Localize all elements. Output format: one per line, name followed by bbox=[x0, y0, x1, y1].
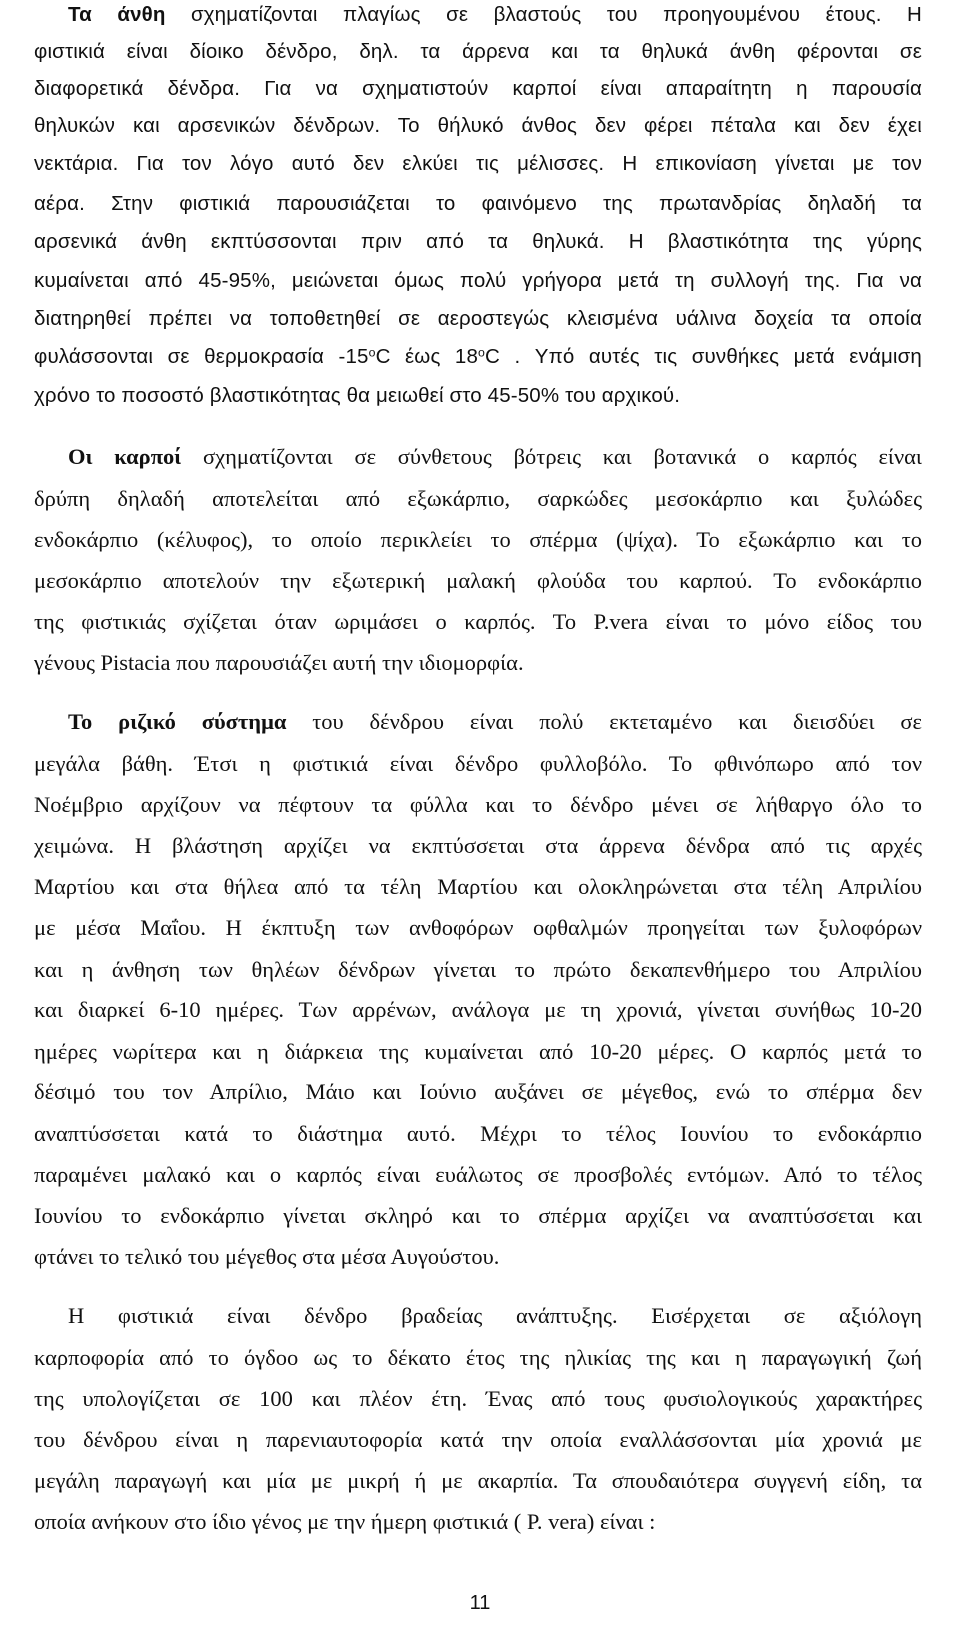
text-line: νεκτάρια. Για τον λόγο αυτό δεν ελκύει τις μέλισσες. Η επικονίαση γίνεται με τον bbox=[34, 152, 922, 175]
text-line: καρποφορία από το όγδοο ως το δέκατο έτος της ηλικίας της και η παραγωγική ζωή bbox=[34, 1345, 922, 1370]
text-line: του δένδρου είναι η παρενιαυτοφορία κατά την οποία εναλλάσσονται μία χρονιά με bbox=[34, 1427, 922, 1452]
text-line: μεγάλα βάθη. Έτσι η φιστικιά είναι δένδρο φυλλοβόλο. Το φθινόπωρο από τον bbox=[34, 751, 922, 776]
bold-term-root-system: Το ριζικό σύστημα bbox=[68, 709, 287, 734]
text-line: Το ριζικό σύστημα του δένδρου είναι πολύ εκτεταμένο και διεισδύει σε bbox=[68, 709, 922, 734]
text-line: Νοέμβριο αρχίζουν να πέφτουν τα φύλλα και το δένδρο μένει σε λήθαργο όλο το bbox=[34, 792, 922, 817]
text-line: γένους Pistacia που παρουσιάζει αυτή την ιδιομορφία. bbox=[34, 650, 524, 675]
page-number: 11 bbox=[469, 1592, 491, 1614]
bold-term-fruits: Οι καρποί bbox=[68, 444, 182, 469]
text-line: παραμένει μαλακό και ο καρπός είναι ευάλωτος σε προσβολές εντόμων. Από το τέλος bbox=[34, 1162, 922, 1187]
bold-term-flowers: Τα άνθη bbox=[68, 3, 166, 26]
text-line: και διαρκεί 6-10 ημέρες. Των αρρένων, ανάλογα με τη χρονιά, γίνεται συνήθως 10-20 bbox=[34, 997, 922, 1022]
text-line: μεγάλη παραγωγή και μία με μικρή ή με ακαρπία. Τα σπουδαιότερα συγγενή είδη, τα bbox=[34, 1468, 922, 1493]
text-line: αναπτύσσεται κατά το διάστημα αυτό. Μέχρι το τέλος Ιουνίου το ενδοκάρπιο bbox=[34, 1121, 922, 1146]
text-line: διατηρηθεί πρέπει να τοποθετηθεί σε αεροστεγώς κλεισμένα υάλινα δοχεία τα οποία bbox=[34, 307, 922, 330]
text-line: χειμώνα. Η βλάστηση αρχίζει να εκπτύσσεται στα άρρενα δένδρα από τις αρχές bbox=[34, 833, 922, 858]
text-line: Τα άνθη σχηματίζονται πλαγίως σε βλαστούς του προηγουμένου έτους. Η bbox=[68, 3, 922, 26]
text-line: φυλάσσονται σε θερμοκρασία $-15^oC$ έως $18^oC$ . Υπό αυτές τις συνθήκες μετά ενάμιση bbox=[34, 345, 922, 368]
text-line: διαφορετικά δένδρα. Για να σχηματιστούν καρποί είναι απαραίτητη η παρουσία bbox=[34, 77, 922, 100]
text-line: αρσενικά άνθη εκπτύσσονται πριν από τα θηλυκά. Η βλαστικότητα της γύρης bbox=[34, 230, 922, 253]
text-line: οποία ανήκουν στο ίδιο γένος με την ήμερη φιστικιά ( P. vera) είναι : bbox=[34, 1509, 656, 1534]
text-line: Η φιστικιά είναι δένδρο βραδείας ανάπτυξης. Εισέρχεται σε αξιόλογη bbox=[68, 1303, 922, 1328]
text-line: αέρα. Στην φιστικιά παρουσιάζεται το φαινόμενο της πρωτανδρίας δηλαδή τα bbox=[34, 192, 922, 215]
text-line: Ιουνίου το ενδοκάρπιο γίνεται σκληρό και το σπέρμα αρχίζει να αναπτύσσεται και bbox=[34, 1203, 922, 1228]
text-line: ενδοκάρπιο (κέλυφος), το οποίο περικλείει το σπέρμα (ψίχα). Το εξωκάρπιο και το bbox=[34, 527, 922, 552]
text-line: θηλυκών και αρσενικών δένδρων. Το θήλυκό άνθος δεν φέρει πέταλα και δεν έχει bbox=[34, 114, 922, 137]
text-line: Μαρτίου και στα θήλεα από τα τέλη Μαρτίου και ολοκληρώνεται στα τέλη Απριλίου bbox=[34, 874, 922, 899]
text-line: δέσιμό του τον Απρίλιο, Μάιο και Ιούνιο αυξάνει σε μέγεθος, ενώ το σπέρμα δεν bbox=[34, 1079, 922, 1104]
text-line: μεσοκάρπιο αποτελούν την εξωτερική μαλακή φλούδα του καρπού. Το ενδοκάρπιο bbox=[34, 568, 922, 593]
text-line: της φιστικιάς σχίζεται όταν ωριμάσει ο καρπός. Το P.vera είναι το μόνο είδος του bbox=[34, 609, 922, 634]
text-line: δρύπη δηλαδή αποτελείται από εξωκάρπιο, σαρκώδες μεσοκάρπιο και ξυλώδες bbox=[34, 486, 922, 511]
text-line: και η άνθηση των θηλέων δένδρων γίνεται το πρώτο δεκαπενθήμερο του Απριλίου bbox=[34, 957, 922, 982]
text-line: χρόνο το ποσοστό βλαστικότητας θα μειωθεί στο 45-50% του αρχικού. bbox=[34, 384, 681, 407]
text-line: ημέρες νωρίτερα και η διάρκεια της κυμαίνεται από 10-20 μέρες. Ο καρπός μετά το bbox=[34, 1039, 922, 1064]
text-line: φιστικιά είναι δίοικο δένδρο, δηλ. τα άρρενα και τα θηλυκά άνθη φέρονται σε bbox=[34, 40, 922, 63]
text-line: της υπολογίζεται σε 100 και πλέον έτη. Ένας από τους φυσιολογικούς χαρακτήρες bbox=[34, 1386, 922, 1411]
text-line: κυμαίνεται από 45-95%, μειώνεται όμως πολύ γρήγορα μετά τη συλλογή της. Για να bbox=[34, 269, 922, 292]
text-line: Οι καρποί σχηματίζονται σε σύνθετους βότρεις και βοτανικά ο καρπός είναι bbox=[68, 444, 922, 469]
text-line: φτάνει το τελικό του μέγεθος στα μέσα Αυγούστου. bbox=[34, 1244, 500, 1269]
text-line: με μέσα Μαΐου. Η έκπτυξη των ανθοφόρων οφθαλμών προηγείται των ξυλοφόρων bbox=[34, 915, 922, 940]
